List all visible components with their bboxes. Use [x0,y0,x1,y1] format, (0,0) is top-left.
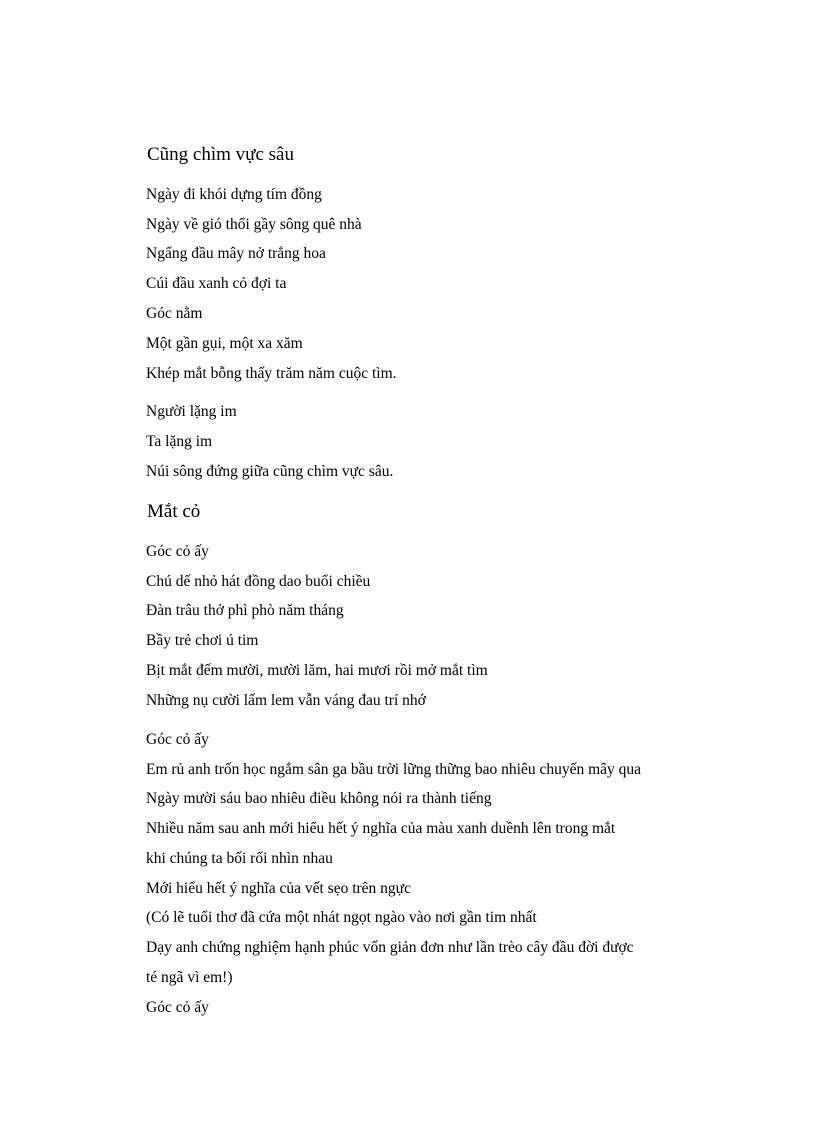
poem-line: Bịt mắt đếm mười, mười lăm, hai mươi rồi mở mắt tìm [146,662,488,679]
poem-line: Người lặng im [146,403,237,420]
poem-line: Ta lặng im [146,433,213,450]
poem-line: Ngẩng đầu mây nở trắng hoa [146,245,326,262]
poem-title: Mắt cỏ [147,501,201,522]
poem-line: Những nụ cười lấm lem vẫn váng đau trí nhớ [146,692,426,709]
poem-line: Góc cỏ ấy [146,731,209,748]
poem-line: té ngã vì em!) [146,969,233,986]
poem-line: (Có lẽ tuổi thơ đã cứa một nhát ngọt ngào vào nơi gần tim nhất [146,909,537,926]
poem-line: Góc nằm [146,305,203,322]
poem-line: Núi sông đứng giữa cũng chìm vực sâu. [146,463,394,480]
poem-line: Góc cỏ ấy [146,543,209,560]
poem-line: Em rủ anh trốn học ngắm sân ga bầu trời lững thững bao nhiêu chuyến mây qua [146,761,642,778]
poem-line: Ngày đi khói dựng tím đồng [146,186,322,203]
poem-line: khi chúng ta bối rối nhìn nhau [146,850,333,867]
poem-line: Cúi đầu xanh cỏ đợi ta [146,275,287,292]
poem-line: Mới hiểu hết ý nghĩa của vết sẹo trên ngực [146,880,411,897]
poem-line: Một gần gụi, một xa xăm [146,335,303,352]
poem-line: Ngày về gió thổi gầy sông quê nhà [146,216,362,233]
poem-line: Góc cỏ ấy [146,999,209,1016]
poem-title: Cũng chìm vực sâu [147,144,294,165]
poem-line: Dạy anh chứng nghiệm hạnh phúc vốn giản đơn như lần trèo cây đầu đời được [146,939,634,956]
poem-line: Nhiều năm sau anh mới hiểu hết ý nghĩa của màu xanh duềnh lên trong mắt [146,820,616,837]
poem-line: Đàn trâu thở phì phò năm tháng [146,602,344,619]
poem-line: Ngày mười sáu bao nhiêu điều không nói ra thành tiếng [146,790,492,807]
poem-line: Chú dế nhỏ hát đồng dao buổi chiều [146,573,371,590]
poem-line: Bầy trẻ chơi ú tim [146,632,259,649]
poem-line: Khép mắt bỗng thấy trăm năm cuộc tìm. [146,365,397,382]
